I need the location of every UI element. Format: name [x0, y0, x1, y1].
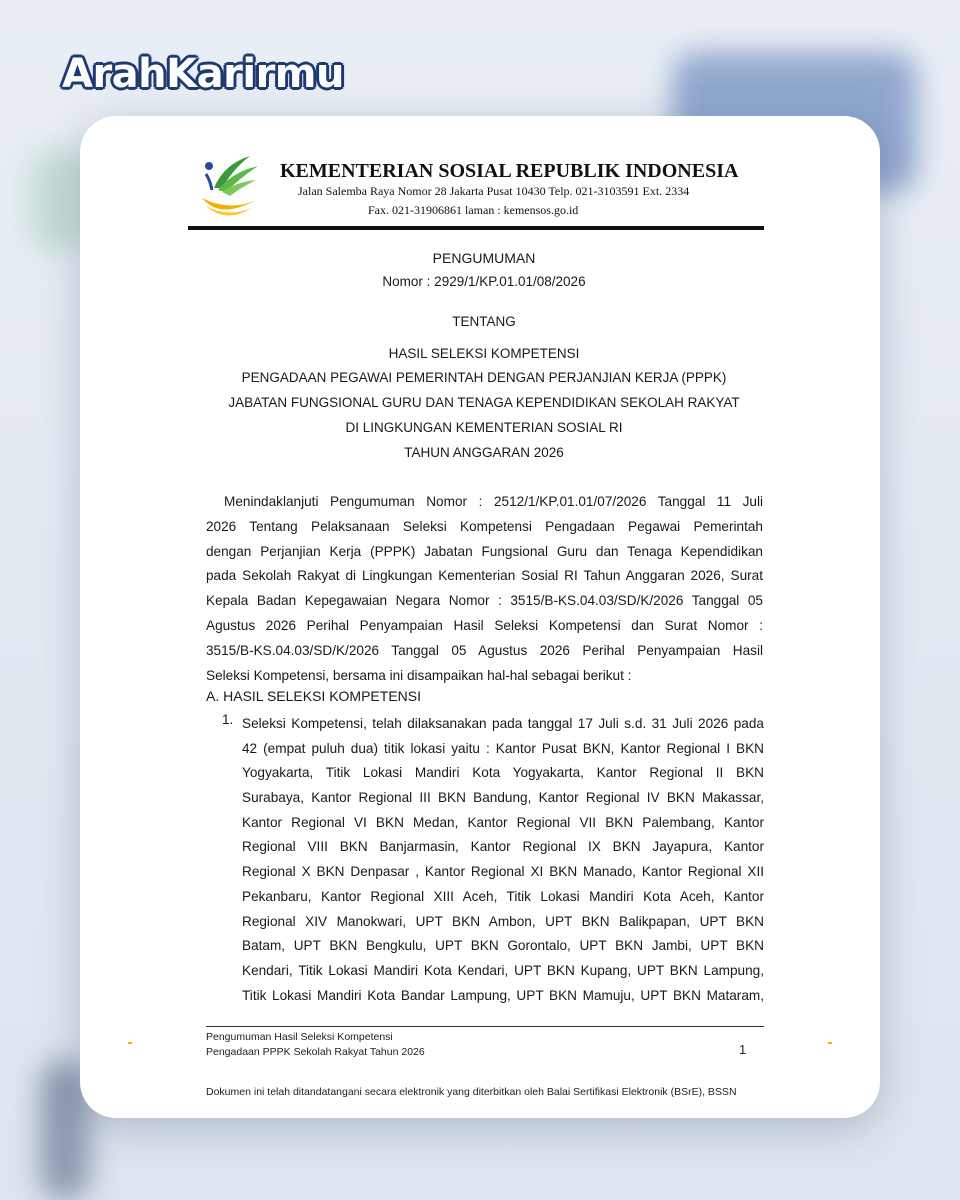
- subject-line: TAHUN ANGGARAN 2026: [404, 445, 564, 460]
- paragraph-line: 2026 Tentang Pelaksanaan Seleksi Kompetensi Pengadaan Pegawai Pemerintah: [206, 518, 763, 534]
- ministry-address: Jalan Salemba Raya Nomor 28 Jakarta Pusat 10430 Telp. 021-3103591 Ext. 2334: [298, 184, 690, 198]
- arahkarirmu-logo: ArahKarirmu: [62, 51, 344, 97]
- item-line: Regional X BKN Denpasar , Kantor Regional XI BKN Manado, Kantor Regional XII: [242, 864, 764, 880]
- paragraph-line: dengan Perjanjian Kerja (PPPK) Jabatan Fungsional Guru dan Tenaga Kependidikan: [206, 543, 763, 559]
- kemensos-emblem-icon: [200, 154, 260, 220]
- item-line: Titik Lokasi Mandiri Kota Bandar Lampung, UPT BKN Mamuju, UPT BKN Mataram,: [242, 987, 764, 1003]
- subject-line: HASIL SELEKSI KOMPETENSI: [388, 346, 580, 361]
- letterhead: [200, 150, 760, 222]
- item-line: Surabaya, Kantor Regional III BKN Bandung, Kantor Regional IV BKN Makassar,: [242, 790, 764, 806]
- intro-paragraph: [206, 490, 763, 688]
- item-line: Regional XIV Manokwari, UPT BKN Ambon, UPT BKN Balikpapan, UPT BKN: [242, 913, 764, 929]
- item-line: Batam, UPT BKN Bengkulu, UPT BKN Gorontalo, UPT BKN Jambi, UPT BKN: [242, 938, 764, 954]
- footer-divider: [206, 1026, 764, 1027]
- corner-mark: [128, 1042, 132, 1044]
- paragraph-line: Menindaklanjuti Pengumuman Nomor : 2512/1/KP.01.01/07/2026 Tanggal 11 Juli: [224, 494, 763, 509]
- item-line: 42 (empat puluh dua) titik lokasi yaitu : Kantor Pusat BKN, Kantor Regional I BKN: [242, 740, 764, 756]
- item-number: 1.: [222, 712, 234, 727]
- ministry-fax-website: Fax. 021-31906861 laman : kemensos.go.id: [368, 203, 579, 217]
- subject-line: DI LINGKUNGAN KEMENTERIAN SOSIAL RI: [345, 420, 623, 435]
- ministry-name: KEMENTERIAN SOSIAL REPUBLIK INDONESIA: [280, 160, 739, 182]
- announcement-label: PENGUMUMAN: [432, 250, 536, 266]
- item-line: Yogyakarta, Titik Lokasi Mandiri Kota Yogyakarta, Kantor Regional II BKN: [242, 765, 764, 781]
- letterhead-divider: [188, 226, 764, 230]
- page-number: 1: [739, 1042, 747, 1057]
- item-line: Kantor Regional VI BKN Medan, Kantor Regional VII BKN Palembang, Kantor: [242, 814, 764, 830]
- paragraph-line: Agustus 2026 Perihal Penyampaian Hasil Seleksi Kompetensi dan Surat Nomor :: [206, 617, 763, 633]
- subject-line: JABATAN FUNGSIONAL GURU DAN TENAGA KEPENDIDIKAN SEKOLAH RAKYAT: [228, 395, 740, 410]
- announcement-number: Nomor : 2929/1/KP.01.01/08/2026: [382, 274, 586, 289]
- about-label: TENTANG: [452, 314, 516, 329]
- item-line: Pekanbaru, Kantor Regional XIII Aceh, Titik Lokasi Mandiri Kota Aceh, Kantor: [242, 888, 764, 904]
- subject-line: PENGADAAN PEGAWAI PEMERINTAH DENGAN PERJANJIAN KERJA (PPPK): [241, 370, 727, 385]
- item-line: Seleksi Kompetensi, telah dilaksanakan pada tanggal 17 Juli s.d. 31 Juli 2026 pada: [242, 716, 764, 731]
- footer-subtitle: Pengadaan PPPK Sekolah Rakyat Tahun 2026: [206, 1046, 425, 1058]
- item-line: Regional VIII BKN Banjarmasin, Kantor Regional IX BKN Jayapura, Kantor: [242, 839, 764, 855]
- section-a-heading: A. HASIL SELEKSI KOMPETENSI: [206, 688, 421, 704]
- corner-mark: [828, 1042, 832, 1044]
- paragraph-line: 3515/B-KS.04.03/SD/K/2026 Tanggal 05 Agustus 2026 Perihal Penyampaian Hasil: [206, 642, 763, 658]
- item-line: Kendari, Titik Lokasi Mandiri Kota Kendari, UPT BKN Kupang, UPT BKN Lampung,: [242, 962, 764, 978]
- item-text: [242, 712, 764, 1008]
- paragraph-line: Seleksi Kompetensi, bersama ini disampaikan hal-hal sebagai berikut :: [206, 667, 632, 683]
- esign-note: Dokumen ini telah ditandatangani secara elektronik yang diterbitkan oleh Balai Sertifikasi Elektronik (BSrE), BSSN: [206, 1086, 737, 1098]
- paragraph-line: pada Sekolah Rakyat di Lingkungan Kementerian Sosial RI Tahun Anggaran 2026, Surat: [206, 568, 763, 584]
- footer-title: Pengumuman Hasil Seleksi Kompetensi: [206, 1031, 393, 1043]
- paragraph-line: Kepala Badan Kepegawaian Negara Nomor : 3515/B-KS.04.03/SD/K/2026 Tanggal 05: [206, 593, 763, 609]
